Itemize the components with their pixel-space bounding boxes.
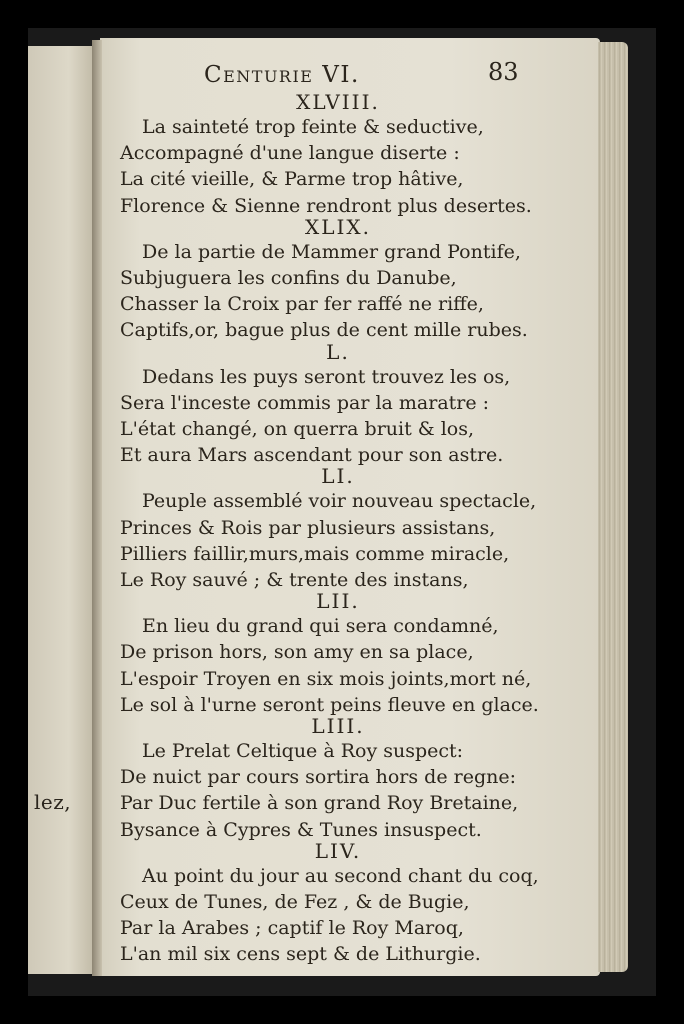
quatrain-numeral: XLIX. [304,214,371,239]
verse-line: Par la Arabes ; captif le Roy Maroq, [120,917,464,940]
quatrain-numeral: XLVIII. [296,90,380,114]
verse-line: Dedans les puys seront trouvez les os, [142,365,511,388]
left-page [28,46,96,974]
verse-line: La cité vieille, & Parme trop hâtive, [120,168,464,191]
verse-line: L'an mil six cens sept & de Lithurgie. [120,943,481,966]
verse-line: Au point du jour au second chant du coq, [142,864,539,887]
verse-line: Le sol à l'urne seront peins fleuve en glace. [120,693,539,716]
verse-line: De prison hors, son amy en sa place, [120,641,474,664]
quatrain-numeral: LI. [321,464,355,489]
verse-line: Chasser la Croix par fer raffé ne riffe, [120,293,484,316]
verse-line: L'état changé, on querra bruit & los, [120,418,475,441]
verse-line: Bysance à Cypres & Tunes insuspect. [120,818,482,841]
page-edges [598,42,628,972]
running-head: Centurie VI. [204,62,360,88]
quatrain-numeral: LIV. [314,838,362,863]
verse-line: De la partie de Mammer grand Pontife, [142,240,521,263]
quatrain [120,215,530,344]
verse-line: Et aura Mars ascendant pour son astre. [120,444,504,467]
book-gutter [92,40,102,976]
verse-line: Subjuguera les confins du Danube, [120,267,457,290]
verse-line: Sera l'inceste commis par la maratre : [120,391,490,414]
quatrain-numeral: L. [326,339,350,364]
quatrain [120,340,530,469]
verse-line: Captifs,or, bague plus de cent mille rubes. [120,319,528,342]
verse-line: Ceux de Tunes, de Fez , & de Bugie, [120,891,470,914]
quatrain [120,589,539,718]
verse-line: Le Prelat Celtique à Roy suspect: [142,740,464,763]
verse-line: En lieu du grand qui sera condamné, [142,615,499,638]
left-page-text-fragment: lez, [34,790,72,814]
verse-line: De nuict par cours sortira hors de regne: [120,766,516,789]
quatrain-numeral: LII. [316,589,360,614]
page-text [120,58,539,968]
page-header [120,58,530,94]
verse-line: La sainteté trop feinte & seductive, [142,116,484,138]
verse-line: Peuple assemblé voir nouveau spectacle, [142,490,537,513]
verse-line: Pilliers faillir,murs,mais comme miracle, [120,542,510,565]
verse-line: Princes & Rois par plusieurs assistans, [120,516,496,539]
verse-line: L'espoir Troyen en six mois joints,mort né, [120,667,532,690]
quatrain [120,714,530,843]
quatrain [120,464,537,593]
verse-line: Par Duc fertile à son grand Roy Bretaine, [120,792,519,815]
page-number: 83 [488,58,519,86]
quatrain-numeral: LIII. [311,714,365,739]
verse-line: Florence & Sienne rendront plus desertes. [120,194,532,217]
verse-line: Le Roy sauvé ; & trente des instans, [120,569,469,592]
quatrain [120,90,530,219]
verse-line: Accompagné d'une langue diserte : [120,142,460,165]
quatrain [120,838,539,968]
